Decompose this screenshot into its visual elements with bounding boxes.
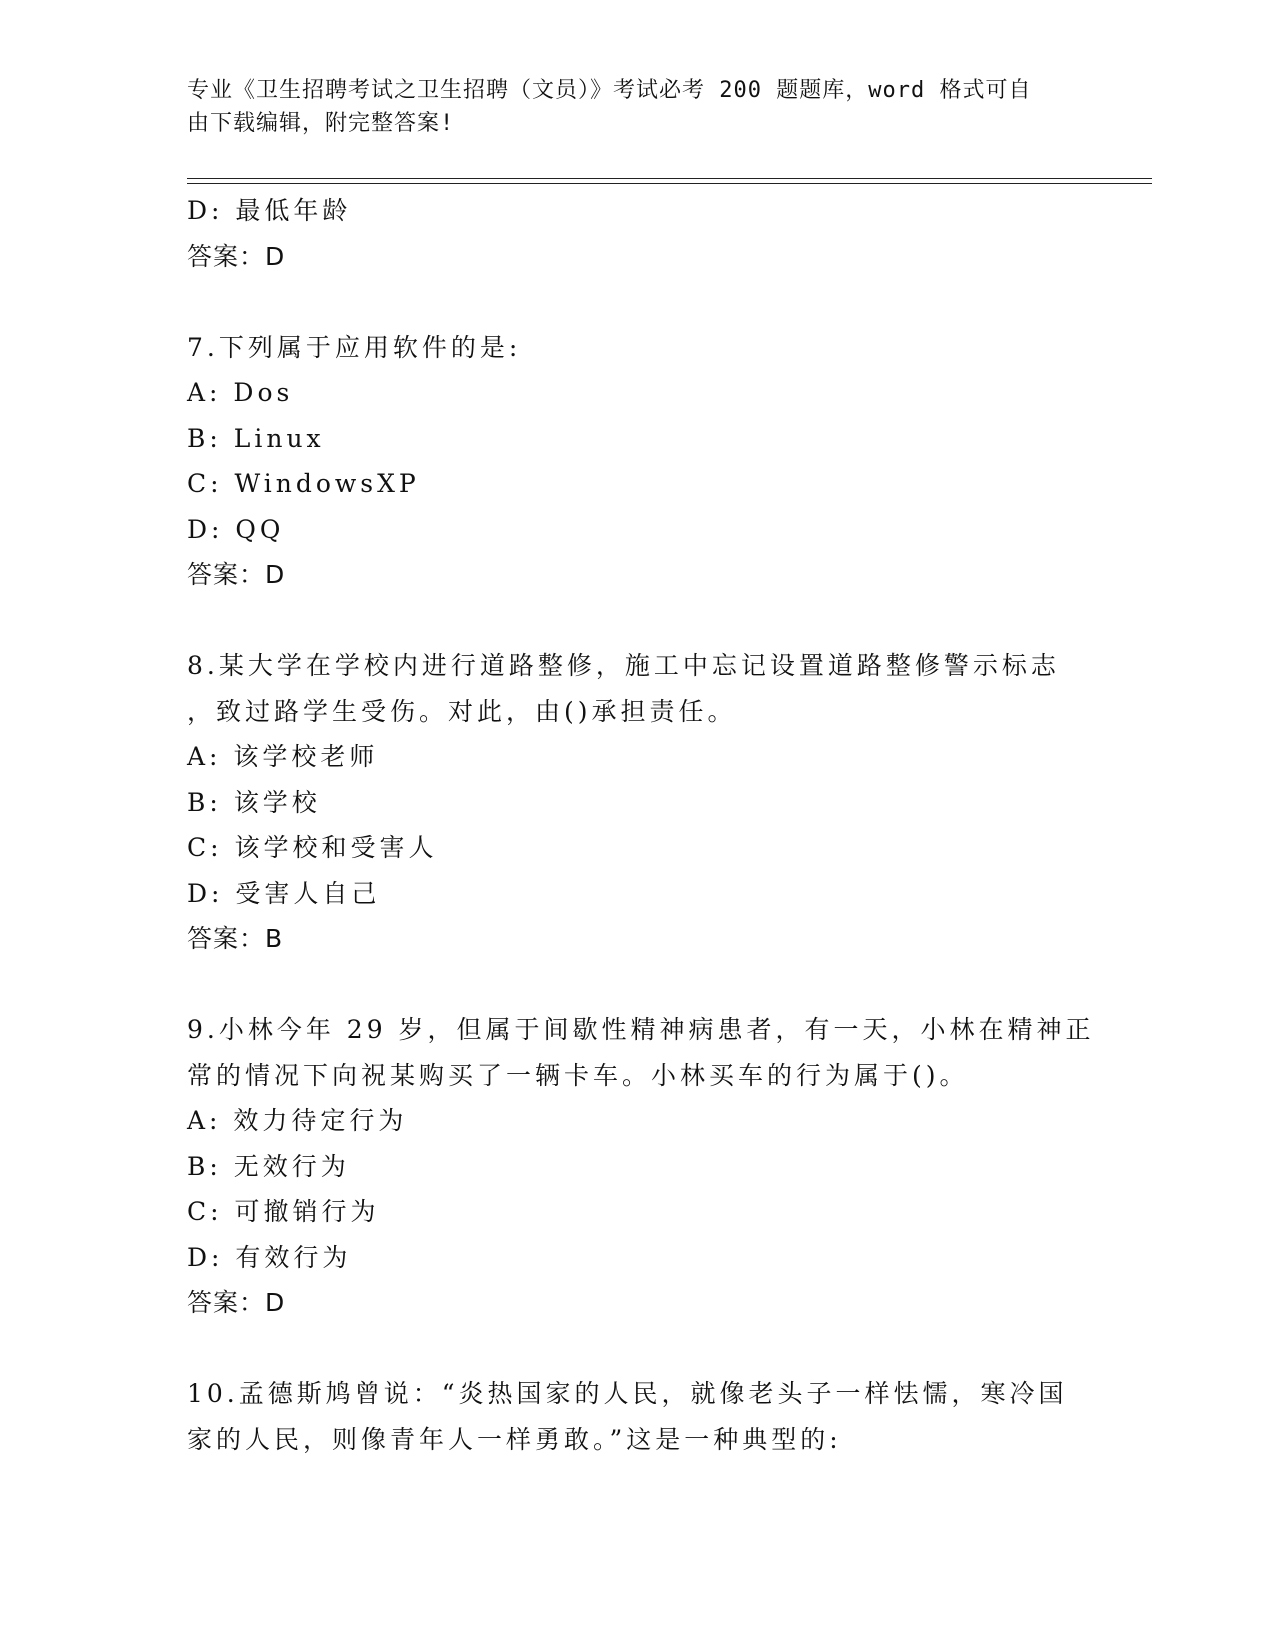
question-6-tail bbox=[187, 188, 1087, 279]
option-d: D: QQ bbox=[187, 514, 285, 544]
question-8 bbox=[187, 643, 1087, 962]
option-d: D: 最低年龄 bbox=[187, 196, 352, 225]
header-rule-top bbox=[187, 178, 1152, 179]
question-stem: 7.下列属于应用软件的是: bbox=[187, 332, 522, 362]
option-c: C: 可撤销行为 bbox=[187, 1197, 380, 1226]
question-9 bbox=[187, 1007, 1095, 1326]
option-b: B: 无效行为 bbox=[187, 1151, 350, 1181]
question-10 bbox=[187, 1371, 1087, 1462]
option-a: A: 效力待定行为 bbox=[187, 1106, 408, 1135]
question-stem-line-1: 10.孟德斯鸠曾说：“炎热国家的人民，就像老头子一样怯懦，寒冷国 bbox=[187, 1379, 1068, 1408]
header-line-1: 专业《卫生招聘考试之卫生招聘（文员）》考试必考 200 题题库，word 格式可自 bbox=[187, 78, 1032, 103]
question-stem-line-2: 家的人民，则像青年人一样勇敢。”这是一种典型的: bbox=[187, 1424, 842, 1454]
spacer bbox=[187, 1326, 1087, 1372]
question-7 bbox=[187, 325, 1087, 598]
document-header bbox=[187, 74, 1067, 140]
question-stem-line-2: ，致过路学生受伤。对此，由()承担责任。 bbox=[187, 696, 737, 726]
question-stem-line-1: 8.某大学在学校内进行道路整修，施工中忘记设置道路整修警示标志 bbox=[187, 651, 1060, 680]
option-c: C: WindowsXP bbox=[187, 469, 420, 498]
option-b: B: Linux bbox=[187, 423, 325, 453]
question-stem-line-2: 常的情况下向祝某购买了一辆卡车。小林买车的行为属于()。 bbox=[187, 1060, 969, 1090]
answer: 答案：D bbox=[187, 241, 286, 271]
spacer bbox=[187, 279, 1087, 325]
option-a: A: Dos bbox=[187, 378, 294, 407]
question-content bbox=[187, 188, 1095, 1462]
header-line-2: 由下载编辑，附完整答案! bbox=[187, 111, 455, 136]
option-d: D: 有效行为 bbox=[187, 1242, 352, 1272]
header-rule-bottom bbox=[187, 183, 1152, 184]
answer: 答案：D bbox=[187, 1288, 286, 1317]
option-d: D: 受害人自己 bbox=[187, 878, 381, 908]
option-c: C: 该学校和受害人 bbox=[187, 833, 438, 862]
question-stem-line-1: 9.小林今年 29 岁，但属于间歇性精神病患者，有一天，小林在精神正 bbox=[187, 1015, 1095, 1044]
option-b: B: 该学校 bbox=[187, 787, 321, 817]
answer: 答案：B bbox=[187, 924, 284, 953]
answer: 答案：D bbox=[187, 560, 286, 589]
spacer bbox=[187, 962, 1087, 1008]
option-a: A: 该学校老师 bbox=[187, 742, 379, 771]
spacer bbox=[187, 598, 1087, 644]
